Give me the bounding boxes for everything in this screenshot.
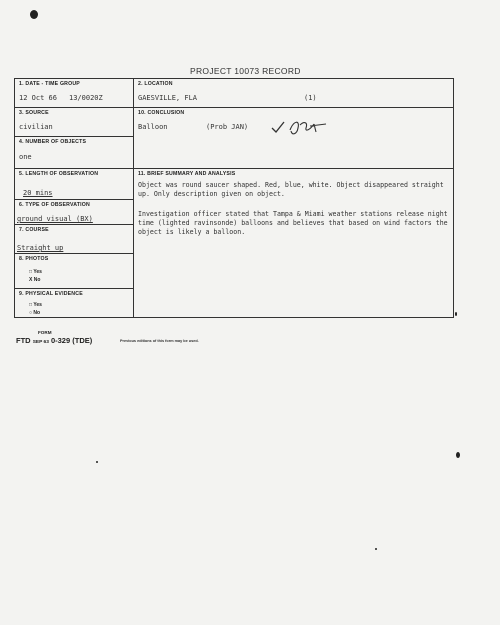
right-column — [134, 79, 453, 317]
location-value: GAESVILLE, FLA — [138, 94, 198, 102]
length-of-observation-label: 5. LENGTH OF OBSERVATION — [19, 171, 99, 177]
summary-label: 11. BRIEF SUMMARY AND ANALYSIS — [138, 171, 236, 177]
summary-cell — [134, 169, 453, 317]
conclusion-cell — [134, 108, 453, 169]
page-title: PROJECT 10073 RECORD — [190, 66, 301, 76]
physical-evidence-yes-text: Yes — [33, 302, 42, 308]
photos-yes-text: Yes — [33, 269, 42, 275]
physical-evidence-no-option: ○ No — [29, 310, 41, 316]
source-value: civilian — [19, 123, 53, 131]
date-value: 12 Oct 66 — [19, 94, 57, 102]
length-of-observation-cell — [15, 169, 133, 200]
location-label: 2. LOCATION — [138, 81, 173, 87]
photos-yes-option: □ Yes — [29, 269, 42, 275]
type-of-observation-cell — [15, 200, 133, 225]
course-cell — [15, 225, 133, 254]
left-column — [15, 79, 134, 317]
date-time-cell — [15, 79, 133, 108]
physical-evidence-yes-option: □ Yes — [29, 302, 42, 308]
number-of-objects-cell — [15, 137, 133, 169]
number-of-objects-value: one — [19, 153, 32, 161]
number-of-objects-label: 4. NUMBER OF OBJECTS — [19, 139, 87, 145]
handwritten-initials — [270, 116, 330, 138]
record-form — [14, 78, 454, 318]
photos-cell — [15, 254, 133, 289]
location-ref: (1) — [304, 94, 317, 102]
source-label: 3. SOURCE — [19, 110, 49, 116]
footer-form-label: FORM — [38, 330, 52, 335]
summary-paragraph-2: Investigation officer stated that Tampa & Miami weather stations release night time (lighted ravinsonde) balloons and believes that based on wind factors the object is likely a balloon. — [138, 210, 448, 236]
footer-note: Previous editions of this form may be used. — [120, 339, 199, 343]
location-cell — [134, 79, 453, 108]
summary-paragraph-1: Object was round saucer shaped. Red, blue, white. Object disappeared straight up. Only description given on object. — [138, 181, 444, 198]
course-label: 7. COURSE — [19, 227, 49, 233]
footer-number: 0-329 (TDE) — [50, 336, 93, 345]
conclusion-value: Balloon — [138, 123, 168, 131]
time-value: 13/0020Z — [69, 94, 103, 102]
date-time-label: 1. DATE - TIME GROUP — [19, 81, 80, 87]
source-cell — [15, 108, 133, 137]
scan-speck — [96, 461, 98, 463]
footer-ftd: FTD — [16, 336, 31, 345]
type-of-observation-label: 6. TYPE OF OBSERVATION — [19, 202, 90, 208]
photos-no-text: No — [33, 277, 41, 283]
scan-speck — [456, 452, 460, 458]
photos-no-mark: X — [29, 277, 33, 283]
scan-speck — [375, 548, 377, 550]
photos-label: 8. PHOTOS — [19, 256, 49, 262]
scan-speck — [30, 10, 38, 19]
physical-evidence-label: 9. PHYSICAL EVIDENCE — [19, 291, 83, 297]
physical-evidence-no-text: No — [33, 310, 41, 316]
course-value: Straight up — [17, 244, 64, 252]
photos-no-option — [29, 277, 40, 283]
conclusion-label: 10. CONCLUSION — [138, 110, 185, 116]
conclusion-note: (Prob JAN) — [206, 123, 249, 131]
scan-speck — [455, 312, 457, 316]
type-of-observation-value: ground visual (BX) — [17, 215, 93, 223]
footer-form-number — [16, 336, 92, 345]
footer-date: SEP 63 — [32, 340, 49, 345]
length-of-observation-value: 20 mins — [23, 189, 53, 197]
physical-evidence-cell — [15, 289, 133, 317]
